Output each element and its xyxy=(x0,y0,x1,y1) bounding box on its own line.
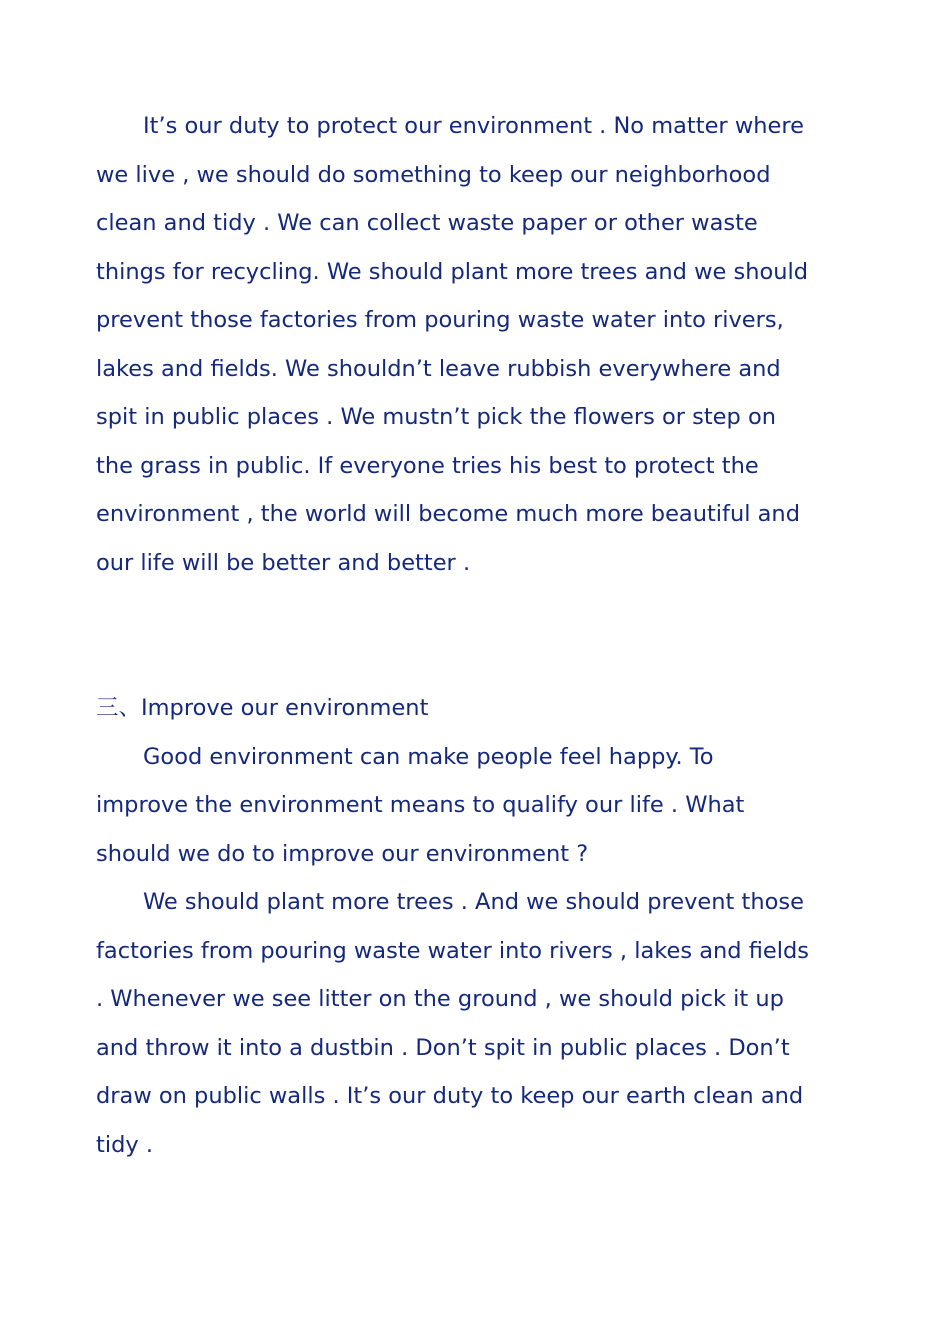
text-line: It’s our duty to protect our environment . No matter where xyxy=(143,113,804,139)
text-line: improve the environment means to qualify our life . What xyxy=(96,792,745,818)
text-line: things for recycling. We should plant more trees and we should xyxy=(96,258,809,285)
text-line: should we do to improve our environment ? xyxy=(96,840,589,867)
text-line: clean and tidy . We can collect waste paper or other waste xyxy=(96,210,758,236)
text-line: and throw it into a dustbin . Don’t spit in public places . Don’t xyxy=(96,1034,790,1061)
text-line: . Whenever we see litter on the ground , we should pick it up xyxy=(96,986,784,1012)
text-line: spit in public places . We mustn’t pick the flowers or step on xyxy=(96,404,776,430)
text-line: Good environment can make people feel happy. To xyxy=(143,743,714,770)
paragraph-protect-environment xyxy=(96,102,876,587)
text-line: We should plant more trees . And we should prevent those xyxy=(143,889,804,915)
text-line: environment , the world will become much more beautiful and xyxy=(96,501,800,527)
text-line: the grass in public. If everyone tries his best to protect the xyxy=(96,452,759,479)
text-line: our life will be better and better . xyxy=(96,549,471,576)
section-improve-environment xyxy=(96,684,876,1169)
text-line: lakes and fields. We shouldn’t leave rubbish everywhere and xyxy=(96,355,781,382)
text-line: draw on public walls . It’s our duty to keep our earth clean and xyxy=(96,1083,804,1109)
text-line: we live , we should do something to keep our neighborhood xyxy=(96,161,771,188)
section-heading: 三、Improve our environment xyxy=(96,695,429,721)
text-line: factories from pouring waste water into rivers , lakes and fields xyxy=(96,937,809,964)
text-line: tidy . xyxy=(96,1131,153,1158)
text-line: prevent those factories from pouring waste water into rivers, xyxy=(96,307,784,333)
